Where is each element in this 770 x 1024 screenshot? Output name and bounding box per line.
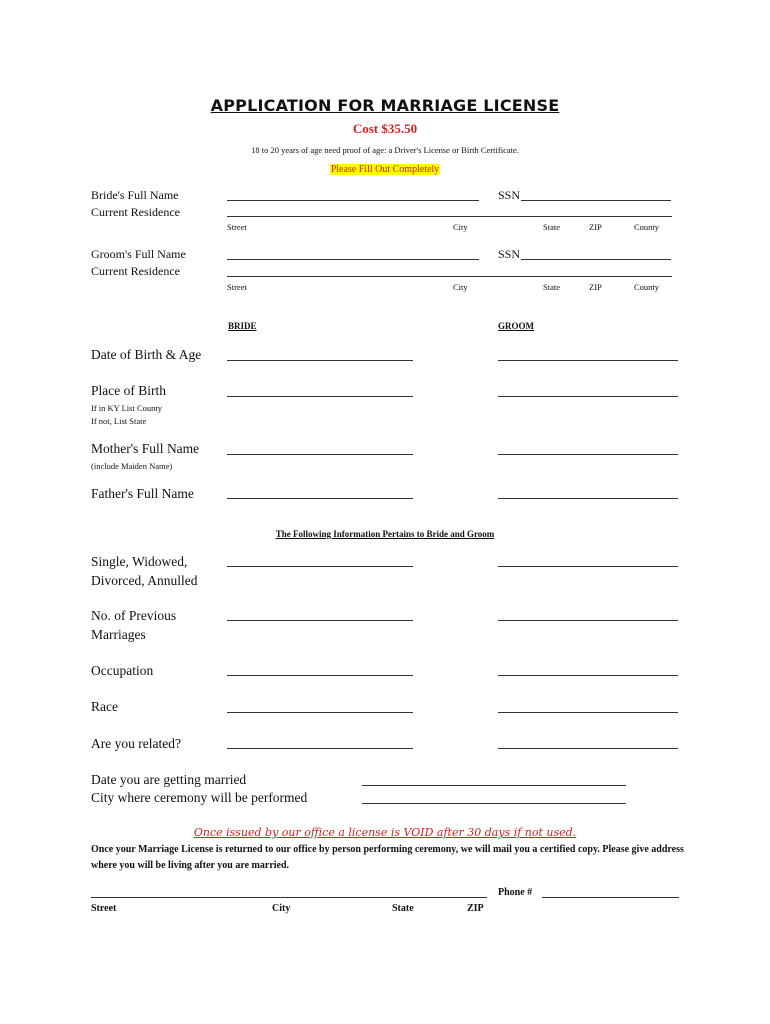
groom-city-caption: City — [453, 282, 468, 292]
fill-completely-note: Please Fill Out Completely — [330, 164, 440, 175]
groom-ssn-label: SSN — [498, 247, 521, 261]
marriage-date-line[interactable] — [362, 785, 626, 786]
bride-name-line[interactable] — [227, 200, 479, 201]
bride-race-line[interactable] — [227, 712, 413, 713]
groom-full-name-label: Groom's Full Name — [91, 247, 186, 261]
future-address-line[interactable] — [91, 897, 487, 898]
bride-prev-marriages-line[interactable] — [227, 620, 413, 621]
bride-county-caption: County — [634, 222, 660, 232]
ceremony-city-line[interactable] — [362, 803, 626, 804]
bride-ssn-label: SSN — [498, 188, 521, 202]
bride-full-name-label: Bride's Full Name — [91, 188, 179, 202]
mother-name-note: (include Maiden Name) — [91, 461, 173, 471]
pob-label: Place of Birth — [91, 383, 166, 398]
shared-info-heading: The Following Information Pertains to Bride and Groom — [275, 529, 495, 539]
groom-related-line[interactable] — [498, 748, 678, 749]
groom-residence-line[interactable] — [227, 276, 672, 277]
occupation-label: Occupation — [91, 663, 154, 678]
bride-column-heading: BRIDE — [228, 321, 257, 331]
bride-occupation-line[interactable] — [227, 675, 413, 676]
groom-mother-line[interactable] — [498, 454, 678, 455]
groom-occupation-line[interactable] — [498, 675, 678, 676]
address-city-caption: City — [272, 903, 291, 914]
address-state-caption: State — [392, 903, 414, 914]
phone-label: Phone # — [498, 887, 533, 898]
cost-label: Cost $35.50 — [352, 121, 418, 136]
bride-dob-line[interactable] — [227, 360, 413, 361]
bride-pob-line[interactable] — [227, 396, 413, 397]
groom-pob-line[interactable] — [498, 396, 678, 397]
marriage-date-label: Date you are getting married — [91, 772, 247, 787]
groom-father-line[interactable] — [498, 498, 678, 499]
bride-street-caption: Street — [227, 222, 247, 232]
bride-state-caption: State — [543, 222, 560, 232]
shared-heading-wrapper — [0, 522, 770, 541]
phone-line[interactable] — [542, 897, 679, 898]
groom-column-heading: GROOM — [498, 321, 534, 331]
previous-marriages-label-line1: No. of Previous — [91, 608, 177, 623]
mother-name-label: Mother's Full Name — [91, 441, 200, 456]
pob-note-state: If not, List State — [91, 416, 147, 426]
groom-zip-caption: ZIP — [589, 282, 602, 292]
ceremony-city-label: City where ceremony will be performed — [91, 790, 308, 805]
address-zip-caption: ZIP — [467, 903, 484, 914]
dob-label: Date of Birth & Age — [91, 347, 202, 362]
marital-status-label-line2: Divorced, Annulled — [91, 573, 198, 588]
form-title: APPLICATION FOR MARRIAGE LICENSE — [210, 96, 560, 115]
groom-residence-label: Current Residence — [91, 264, 180, 278]
fill-note-wrapper — [0, 157, 770, 176]
bride-father-line[interactable] — [227, 498, 413, 499]
bride-mother-line[interactable] — [227, 454, 413, 455]
void-notice: Once issued by our office a license is VOID after 30 days if not used. — [193, 826, 577, 839]
groom-prev-marriages-line[interactable] — [498, 620, 678, 621]
bride-related-line[interactable] — [227, 748, 413, 749]
groom-county-caption: County — [634, 282, 660, 292]
bride-ssn-line[interactable] — [521, 200, 671, 201]
bride-residence-label: Current Residence — [91, 205, 180, 219]
father-name-label: Father's Full Name — [91, 486, 194, 501]
marital-status-label-line1: Single, Widowed, — [91, 554, 188, 569]
race-label: Race — [91, 699, 118, 714]
bride-zip-caption: ZIP — [589, 222, 602, 232]
groom-name-line[interactable] — [227, 259, 479, 260]
mail-notice: Once your Marriage License is returned to our office by person performing ceremony, we will mail you a certified copy. Please give address where you will be living after you are married. — [91, 844, 684, 871]
groom-state-caption: State — [543, 282, 560, 292]
groom-dob-line[interactable] — [498, 360, 678, 361]
groom-ssn-line[interactable] — [521, 259, 671, 260]
groom-street-caption: Street — [227, 282, 247, 292]
address-street-caption: Street — [91, 903, 117, 914]
previous-marriages-label-line2: Marriages — [91, 627, 146, 642]
groom-race-line[interactable] — [498, 712, 678, 713]
age-proof-note: 18 to 20 years of age need proof of age: a Driver's License or Birth Certificate. — [251, 145, 519, 155]
related-label: Are you related? — [91, 736, 181, 751]
groom-status-line[interactable] — [498, 566, 678, 567]
bride-city-caption: City — [453, 222, 468, 232]
bride-status-line[interactable] — [227, 566, 413, 567]
bride-residence-line[interactable] — [227, 216, 672, 217]
pob-note-ky: If in KY List County — [91, 403, 162, 413]
